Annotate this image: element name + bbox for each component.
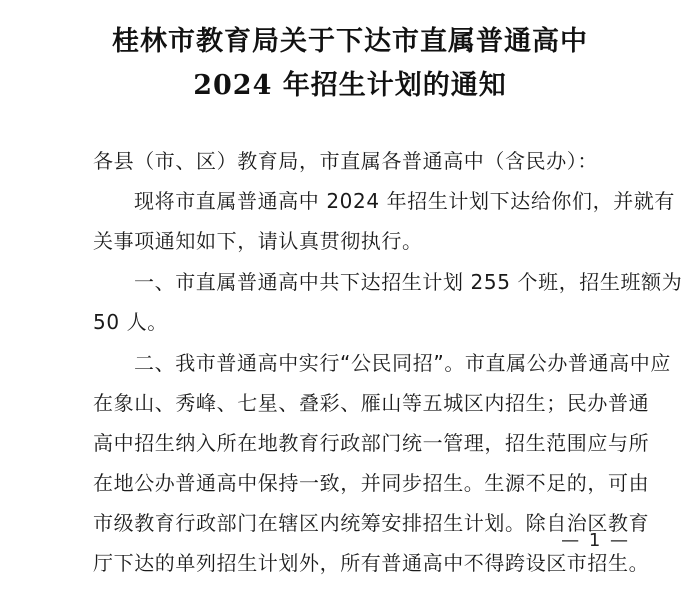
paragraph-line: 一、市直属普通高中共下达招生计划 255 个班，招生班额为 bbox=[134, 270, 683, 294]
paragraph-line: 高中招生纳入所在地教育行政部门统一管理，招生范围应与所 bbox=[93, 431, 650, 455]
paragraph-line: 二、我市普通高中实行“公民同招”。市直属公办普通高中应 bbox=[134, 351, 671, 375]
paragraph-item-1 bbox=[93, 262, 683, 342]
paragraph-intro bbox=[93, 181, 676, 261]
paragraph-line: 现将市直属普通高中 2024 年招生计划下达给你们，并就有 bbox=[134, 189, 676, 213]
document-title-line-2: 2024 年招生计划的通知 bbox=[193, 70, 507, 101]
salutation: 各县（市、区）教育局，市直属各普通高中（含民办）： bbox=[93, 149, 598, 173]
paragraph-line: 关事项通知如下，请认真贯彻执行。 bbox=[93, 229, 423, 253]
paragraph-line: 在象山、秀峰、七星、叠彩、雁山等五城区内招生；民办普通 bbox=[93, 391, 650, 415]
page-number: — 1 — bbox=[561, 530, 630, 551]
paragraph-line: 50 人。 bbox=[93, 310, 168, 334]
paragraph-line: 厅下达的单列招生计划外，所有普通高中不得跨设区市招生。 bbox=[93, 551, 650, 575]
paragraph-line: 市级教育行政部门在辖区内统筹安排招生计划。除自治区教育 bbox=[93, 511, 650, 535]
document-title-line-1: 桂林市教育局关于下达市直属普通高中 bbox=[112, 26, 588, 57]
paragraph-line: 在地公办普通高中保持一致，并同步招生。生源不足的，可由 bbox=[93, 471, 650, 495]
